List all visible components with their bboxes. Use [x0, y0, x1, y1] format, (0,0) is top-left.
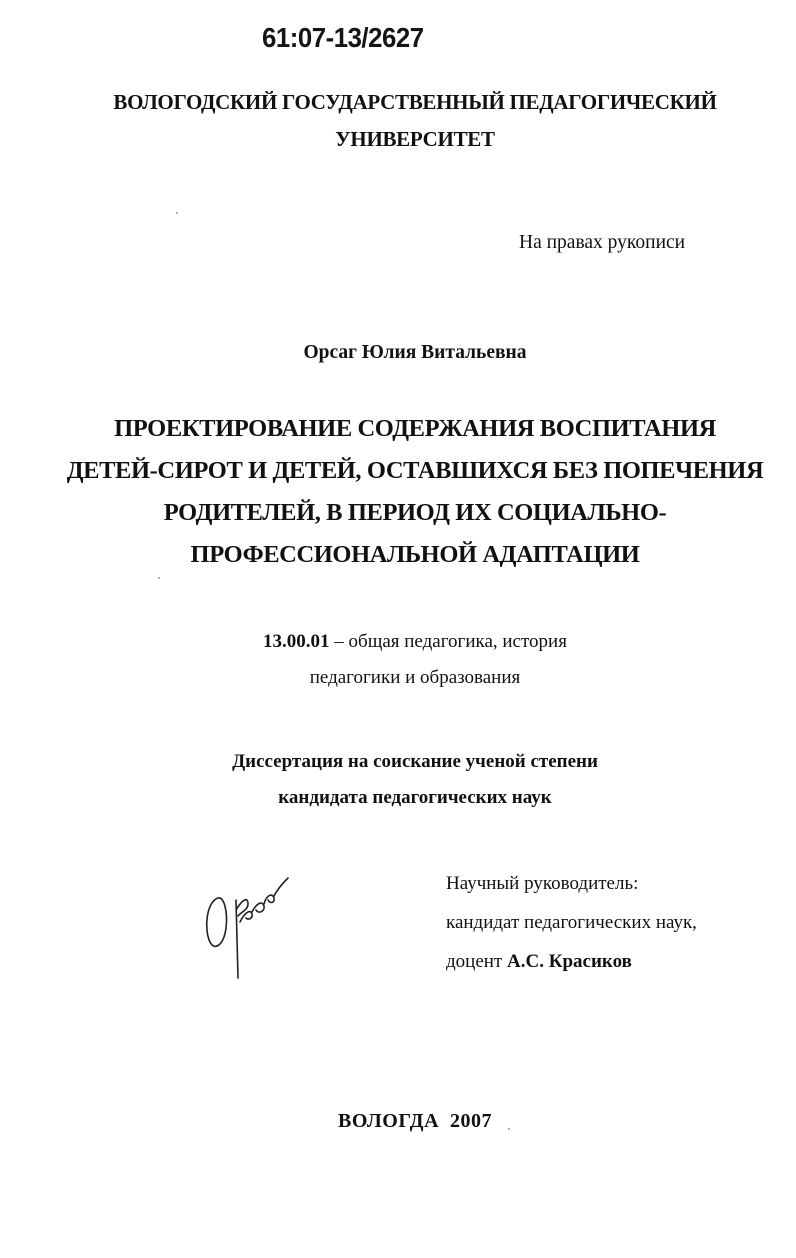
title-line: РОДИТЕЛЕЙ, В ПЕРИОД ИХ СОЦИАЛЬНО-	[163, 499, 667, 526]
specialty-line-1	[60, 624, 770, 660]
title-line: ПРОФЕССИОНАЛЬНОЙ АДАПТАЦИИ	[190, 541, 640, 568]
supervisor-position: доцент	[446, 951, 507, 972]
manuscript-note: На правах рукописи	[519, 232, 686, 253]
city: ВОЛОГДА	[337, 1110, 440, 1132]
title-line: ДЕТЕЙ-СИРОТ И ДЕТЕЙ, ОСТАВШИХСЯ БЕЗ ПОПЕЧЕНИЯ	[66, 457, 764, 484]
specialty-description: – общая педагогика, история	[329, 631, 567, 652]
city-year	[60, 1110, 770, 1133]
university-name	[60, 84, 770, 158]
dissertation-title	[40, 408, 790, 576]
degree-line-1: Диссертация на соискание ученой степени	[232, 751, 598, 772]
year: 2007	[450, 1110, 493, 1132]
scan-speck	[508, 1128, 510, 1130]
supervisor-degree: кандидат педагогических наук,	[446, 912, 697, 933]
scan-speck	[176, 212, 178, 214]
degree-line-2: кандидата педагогических наук	[278, 787, 552, 808]
catalog-number: 61:07-13/2627	[262, 22, 424, 53]
supervisor-name: А.С. Красиков	[507, 951, 632, 972]
scientific-supervisor	[446, 864, 697, 981]
specialty	[60, 624, 770, 696]
scan-speck	[158, 577, 160, 579]
specialty-code: 13.00.01	[263, 631, 330, 652]
supervisor-line	[446, 942, 697, 981]
university-line-2: УНИВЕРСИТЕТ	[335, 127, 495, 151]
handwritten-signature	[196, 870, 296, 985]
specialty-line-2: педагогики и образования	[309, 667, 521, 688]
title-line: ПРОЕКТИРОВАНИЕ СОДЕРЖАНИЯ ВОСПИТАНИЯ	[114, 415, 716, 442]
university-line-1: ВОЛОГОДСКИЙ ГОСУДАРСТВЕННЫЙ ПЕДАГОГИЧЕСКИЙ	[113, 90, 717, 114]
supervisor-label: Научный руководитель:	[446, 873, 639, 894]
author-name: Орсаг Юлия Витальевна	[303, 342, 527, 363]
degree-statement	[60, 744, 770, 816]
